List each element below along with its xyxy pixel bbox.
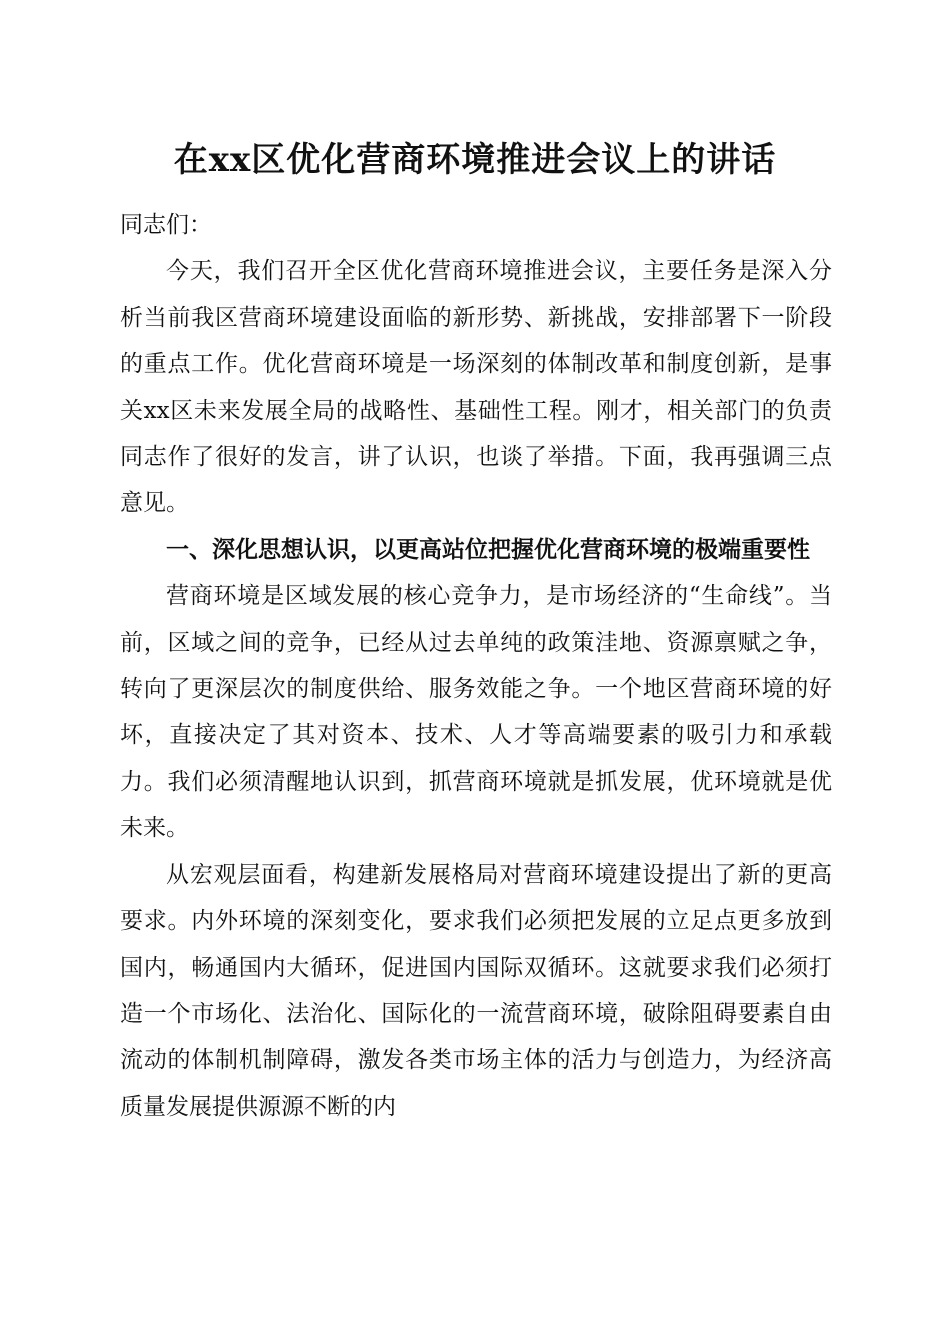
section-heading-1: 一、深化思想认识，以更高站位把握优化营商环境的极端重要性 — [166, 536, 810, 563]
paragraph-macro-perspective: 从宏观层面看，构建新发展格局对营商环境建设提出了新的更高要求。内外环境的深刻变化，要求我们必须把发展的立足点更多放到国内，畅通国内大循环，促进国内国际双循环。这就要求我们必须打造一个市场化、法治化、国际化的一流营商环境，破除阻碍要素自由流动的体制机制障碍，激发各类市场主体的活力与创造力，为经济高质量发展提供源源不断的内 — [120, 861, 832, 1120]
document-body — [120, 202, 832, 1130]
paragraph-intro: 今天，我们召开全区优化营商环境推进会议，主要任务是深入分析当前我区营商环境建设面临的新形势、新挑战，安排部署下一阶段的重点工作。优化营商环境是一场深刻的体制改革和制度创新，是事关xx区未来发展全局的战略性、基础性工程。刚才，相关部门的负责同志作了很好的发言，讲了认识，也谈了举措。下面，我再强调三点意见。 — [120, 258, 832, 517]
document-title: 在xx区优化营商环境推进会议上的讲话 — [173, 140, 777, 180]
salutation: 同志们： — [120, 212, 212, 238]
paragraph-business-environment: 营商环境是区域发展的核心竞争力，是市场经济的“生命线”。当前，区域之间的竞争，已经从过去单纯的政策洼地、资源禀赋之争，转向了更深层次的制度供给、服务效能之争。一个地区营商环境的好坏，直接决定了其对资本、技术、人才等高端要素的吸引力和承载力。我们必须清醒地认识到，抓营商环境就是抓发展，优环境就是优未来。 — [120, 583, 832, 842]
